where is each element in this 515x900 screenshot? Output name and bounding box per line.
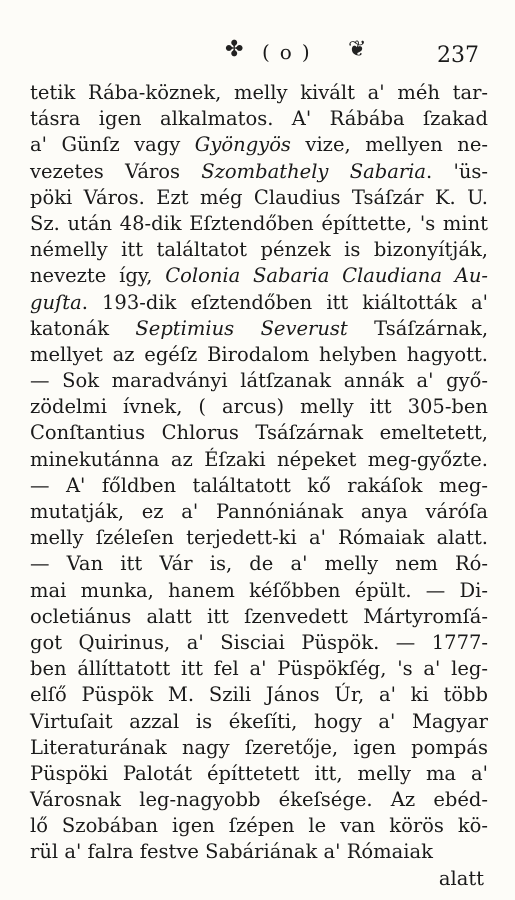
text-line: zödelmi ívnek, ( arcus) melly itt 305-ben (30, 395, 488, 419)
text-line: Sz. után 48-dik Eſztendőben építtette, 's mint (30, 211, 488, 235)
text-line: tásra igen alkalmatos. A' Rábába ſzakad (30, 107, 488, 131)
text-line: — Van itt Vár is, de a' melly nem Ró- (30, 552, 488, 576)
text-line: katonák Septimius Severust Tsáſzárnak, (30, 316, 489, 340)
text-line: mai munka, hanem kéſőbben épült. — Di- (30, 578, 488, 602)
italic-name: Szombathely (201, 159, 329, 183)
text-line: Virtuſait azzal is ékeſíti, hogy a' Magyar (30, 709, 488, 733)
text-line: got Quirinus, a' Sisciai Püspök. — 1777- (30, 630, 488, 654)
italic-name: Gyöngyös (194, 133, 291, 157)
text-line: mutatják, ez a' Pannóniának anya váróſa (30, 500, 488, 523)
text-line: elſő Püspök M. Szili János Úr, a' ki több (30, 683, 488, 707)
text-line: Literaturának nagy ſzeretője, igen pompás (30, 735, 488, 759)
italic-name: guſta (30, 290, 82, 314)
text-line: Conſtantius Chlorus Tsáſzárnak emeltetett, (30, 421, 488, 445)
body-text (30, 80, 488, 892)
text-line: mellyet az egéſz Birodalom helyben hagyott. (30, 342, 488, 366)
text-line: rül a' falra festve Sabáriának a' Rómaiak (30, 840, 433, 864)
italic-name: Severust (260, 316, 348, 340)
page-header (80, 34, 479, 74)
italic-name: Colonia Sabaria Claudiana Au- (165, 264, 489, 288)
text-line: Városnak leg-nagyobb ékeſsége. Az ebéd- (30, 788, 488, 812)
italic-name: Septimius (135, 316, 235, 340)
fleuron-ornament-icon: ✤ (225, 37, 244, 62)
text-line: lő Szobában igen ſzépen le van körös kö- (30, 814, 488, 838)
text-line: — A' főldben találtatott kő rakáſok meg- (30, 473, 488, 497)
text-line: melly ſzéleſen terjedett-ki a' Rómaiak alatt. (30, 526, 488, 550)
text-line: ben állíttatott itt fel a' Püspökſég, 's a' leg- (30, 657, 488, 681)
page-number: 237 (437, 43, 479, 68)
text-line: — Sok maradványi látſzanak annák a' győ- (30, 369, 488, 393)
text-line: a' Günſz vagy Gyöngyös vize, mellyen ne- (30, 133, 488, 157)
text-line: pöki Város. Ezt még Claudius Tsáſzár K. U. (30, 185, 488, 209)
header-mark: (o) (262, 40, 320, 64)
text-line: tetik Rába-köznek, melly kivált a' méh tar- (30, 81, 488, 104)
catchword: alatt (438, 866, 484, 890)
text-line: vezetes Város Szombathely Sabaria. 'üs- (30, 159, 488, 183)
text-line: minekutánna az Éſzaki népeket meg-győzte. (30, 447, 488, 471)
text-line: ocletiánus alatt itt ſzenvedett Mártyromſá- (30, 604, 488, 628)
text-line: némelly itt találtatot pénzek is bizonyítják, (30, 238, 488, 262)
text-line: nevezte így, Colonia Sabaria Claudiana Au- (30, 264, 489, 288)
text-line: guſta. 193-dik eſztendőben itt kiáltották a' (30, 290, 488, 314)
text-line: Püspöki Palotát építtetett itt, melly ma a' (30, 761, 488, 785)
italic-name: Sabaria (349, 159, 427, 183)
leaf-ornament-icon: ❦ (348, 37, 367, 62)
